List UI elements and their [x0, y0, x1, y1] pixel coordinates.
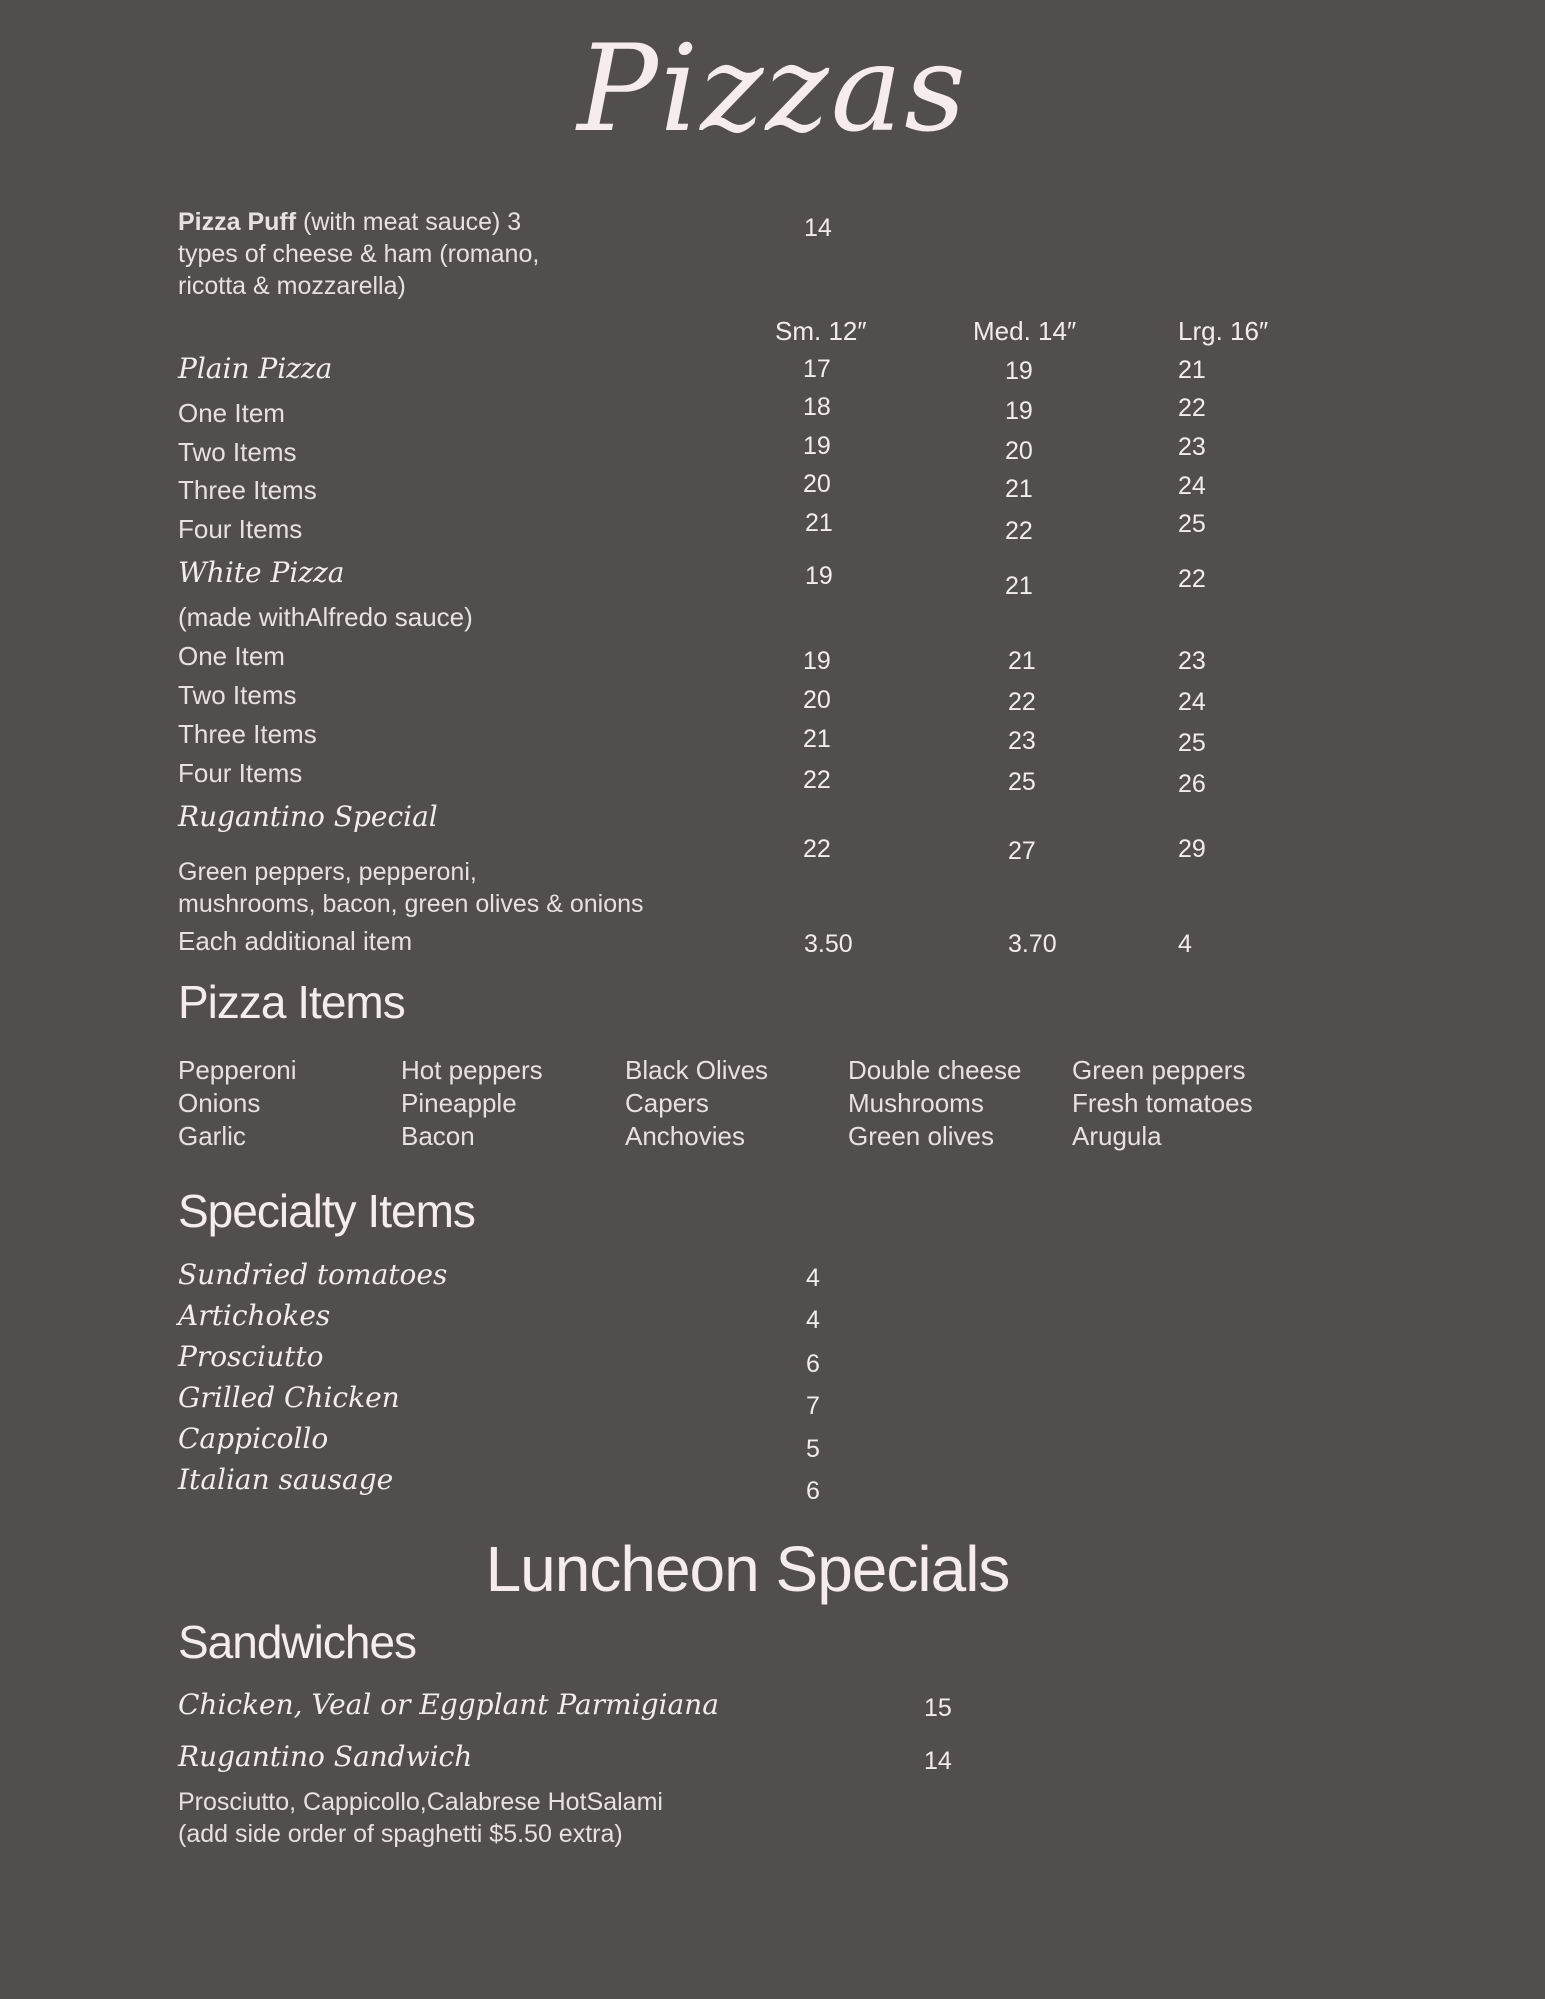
plain-pizza-price-med: 19 [1005, 357, 1033, 385]
sandwich-price: 15 [924, 1694, 952, 1722]
white-three-items-med: 23 [1008, 727, 1036, 755]
plain-two-items-med: 20 [1005, 437, 1033, 465]
rugantino-sandwich-description [178, 1786, 663, 1850]
plain-one-item-lrg: 22 [1178, 394, 1206, 422]
size-large-header: Lrg. 16″ [1178, 316, 1269, 346]
pizza-puff-description [178, 206, 539, 302]
pizza-item: Green peppers [1072, 1055, 1246, 1085]
plain-two-items-lrg: 23 [1178, 433, 1206, 461]
specialty-item-price: 4 [806, 1306, 820, 1334]
pizza-item: Black Olives [625, 1055, 769, 1085]
pizza-items-col-2 [401, 1054, 543, 1153]
plain-four-items-med: 22 [1005, 517, 1033, 545]
pizza-item: Pineapple [401, 1088, 517, 1118]
additional-item-sm: 3.50 [804, 930, 853, 958]
white-three-items-label: Three Items [178, 719, 317, 749]
plain-four-items-sm: 21 [805, 509, 833, 537]
plain-one-item-label: One Item [178, 398, 285, 428]
pizza-item: Fresh tomatoes [1072, 1088, 1253, 1118]
plain-two-items-label: Two Items [178, 437, 297, 467]
pizza-puff-desc-2: types of cheese & ham (romano, [178, 240, 540, 268]
sandwich-desc-2: (add side order of spaghetti $5.50 extra) [178, 1820, 623, 1848]
sandwich-price: 14 [924, 1747, 952, 1775]
pizza-item: Pepperoni [178, 1055, 297, 1085]
plain-three-items-lrg: 24 [1178, 472, 1206, 500]
additional-item-label: Each additional item [178, 926, 413, 956]
pizza-puff-name: Pizza Puff [178, 208, 297, 236]
pizza-items-col-1 [178, 1054, 297, 1153]
specialty-item-price: 4 [806, 1264, 820, 1292]
plain-three-items-med: 21 [1005, 475, 1033, 503]
pizza-item: Arugula [1072, 1121, 1162, 1151]
specialty-item-name: Artichokes [178, 1299, 331, 1332]
white-four-items-lrg: 26 [1178, 770, 1206, 798]
specialty-item-price: 5 [806, 1435, 820, 1463]
white-one-item-lrg: 23 [1178, 647, 1206, 675]
plain-three-items-sm: 20 [803, 470, 831, 498]
size-medium-header: Med. 14″ [973, 316, 1077, 346]
specialty-item-name: Sundried tomatoes [178, 1258, 448, 1291]
pizza-item: Anchovies [625, 1121, 745, 1151]
sandwiches-heading: Sandwiches [178, 1616, 417, 1668]
rugantino-desc-2: mushrooms, bacon, green olives & onions [178, 890, 644, 918]
pizza-item: Bacon [401, 1121, 475, 1151]
specialty-item-price: 6 [806, 1477, 820, 1505]
pizza-item: Double cheese [848, 1055, 1022, 1085]
plain-one-item-med: 19 [1005, 397, 1033, 425]
plain-pizza-price-sm: 17 [803, 355, 831, 383]
specialty-item-name: Italian sausage [178, 1463, 394, 1496]
plain-one-item-sm: 18 [803, 393, 831, 421]
pizza-item: Green olives [848, 1121, 994, 1151]
white-pizza-price-med: 21 [1005, 572, 1033, 600]
plain-four-items-lrg: 25 [1178, 510, 1206, 538]
rugantino-price-sm: 22 [803, 835, 831, 863]
pizza-item: Capers [625, 1088, 709, 1118]
pizza-item: Onions [178, 1088, 261, 1118]
white-four-items-med: 25 [1008, 768, 1036, 796]
white-one-item-sm: 19 [803, 647, 831, 675]
sandwich-name: Chicken, Veal or Eggplant Parmigiana [178, 1688, 719, 1721]
menu-title: Pizzas [577, 20, 968, 159]
white-four-items-sm: 22 [803, 766, 831, 794]
white-two-items-lrg: 24 [1178, 688, 1206, 716]
specialty-item-price: 7 [806, 1392, 820, 1420]
size-small-header: Sm. 12″ [775, 316, 867, 346]
pizza-item: Garlic [178, 1121, 246, 1151]
rugantino-description [178, 856, 644, 920]
pizza-puff-desc-1: (with meat sauce) 3 [303, 208, 522, 236]
pizza-puff-line-1 [178, 206, 539, 238]
plain-three-items-label: Three Items [178, 475, 317, 505]
white-two-items-med: 22 [1008, 688, 1036, 716]
pizza-items-col-5 [1072, 1054, 1253, 1153]
white-one-item-med: 21 [1008, 647, 1036, 675]
additional-item-med: 3.70 [1008, 930, 1057, 958]
plain-four-items-label: Four Items [178, 514, 303, 544]
pizza-items-col-4 [848, 1054, 1021, 1153]
sandwich-name: Rugantino Sandwich [178, 1740, 473, 1773]
luncheon-specials-heading: Luncheon Specials [485, 1533, 1010, 1605]
pizza-puff-price: 14 [804, 214, 832, 242]
white-two-items-sm: 20 [803, 686, 831, 714]
pizza-items-col-3 [625, 1054, 768, 1153]
specialty-item-price: 6 [806, 1350, 820, 1378]
white-pizza-name: White Pizza [178, 556, 345, 589]
white-four-items-label: Four Items [178, 758, 303, 788]
additional-item-lrg: 4 [1178, 930, 1192, 958]
white-three-items-sm: 21 [803, 725, 831, 753]
white-two-items-label: Two Items [178, 680, 297, 710]
rugantino-special-name: Rugantino Special [178, 800, 438, 833]
pizza-items-heading: Pizza Items [178, 976, 405, 1028]
pizza-item: Hot peppers [401, 1055, 543, 1085]
pizza-item: Mushrooms [848, 1088, 984, 1118]
rugantino-price-lrg: 29 [1178, 835, 1206, 863]
white-pizza-price-lrg: 22 [1178, 565, 1206, 593]
pizza-puff-desc-3: ricotta & mozzarella) [178, 272, 406, 300]
rugantino-desc-1: Green peppers, pepperoni, [178, 858, 477, 886]
plain-pizza-name: Plain Pizza [178, 352, 333, 385]
white-one-item-label: One Item [178, 641, 285, 671]
plain-pizza-price-lrg: 21 [1178, 356, 1206, 384]
white-pizza-note: (made withAlfredo sauce) [178, 602, 473, 632]
specialty-item-name: Cappicollo [178, 1422, 329, 1455]
specialty-item-name: Grilled Chicken [178, 1381, 400, 1414]
specialty-item-name: Prosciutto [178, 1340, 324, 1373]
rugantino-price-med: 27 [1008, 837, 1036, 865]
sandwich-desc-1: Prosciutto, Cappicollo,Calabrese HotSalami [178, 1788, 663, 1816]
plain-two-items-sm: 19 [803, 432, 831, 460]
specialty-items-heading: Specialty Items [178, 1185, 475, 1237]
white-pizza-price-sm: 19 [805, 562, 833, 590]
white-three-items-lrg: 25 [1178, 729, 1206, 757]
